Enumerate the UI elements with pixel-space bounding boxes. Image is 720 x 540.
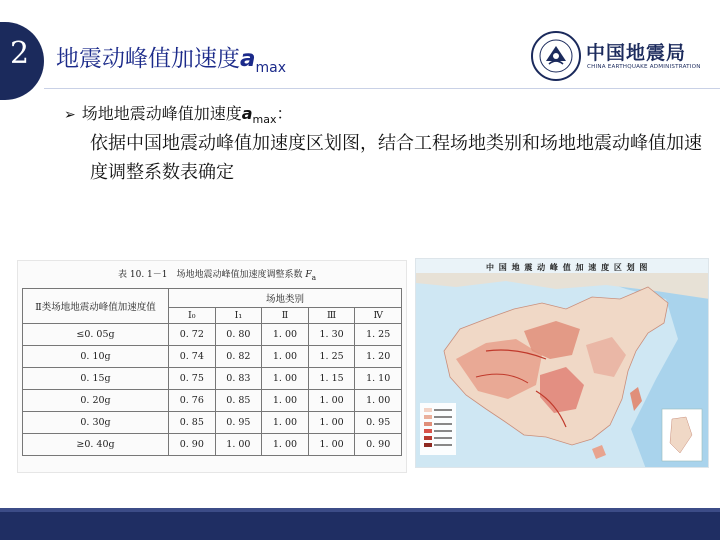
table-row-label: 0. 10g (23, 346, 169, 368)
table-cell: 1. 20 (355, 346, 402, 368)
table-caption (118, 267, 316, 282)
table-row-label: ≤0. 05g (23, 324, 169, 346)
table-cell: 0. 83 (215, 368, 262, 390)
table-cell: 0. 76 (169, 390, 216, 412)
table-caption-variable: F (305, 270, 312, 280)
table-row (23, 346, 402, 368)
table-cell: 0. 85 (169, 412, 216, 434)
bullet-colon: ： (276, 104, 293, 123)
table-caption-text: 表 10. 1－1 场地地震动峰值加速度调整系数 (118, 270, 306, 280)
table-cell: 0. 72 (169, 324, 216, 346)
table-cell: 1. 00 (262, 346, 309, 368)
table-cell: 0. 90 (355, 434, 402, 456)
slide-title-variable: a (240, 46, 256, 72)
table-cell: 1. 00 (308, 434, 355, 456)
table-row-label: 0. 30g (23, 412, 169, 434)
table-cell: 0. 85 (215, 390, 262, 412)
table-cell: 0. 95 (215, 412, 262, 434)
bullet-heading (64, 101, 293, 124)
table-cell: 1. 00 (355, 390, 402, 412)
table-row (23, 390, 402, 412)
table-cell: 1. 00 (262, 324, 309, 346)
table-caption-subscript: a (311, 272, 317, 282)
zoning-map-image (415, 258, 709, 468)
table-row-label: 0. 15g (23, 368, 169, 390)
table-row-label: ≥0. 40g (23, 434, 169, 456)
slide-title-text: 地震动峰值加速度 (56, 46, 240, 72)
table-cell: 1. 25 (308, 346, 355, 368)
table-cell: 1. 00 (262, 434, 309, 456)
table-col-header: Ⅰ₀ (169, 308, 216, 324)
table-row (23, 434, 402, 456)
table-col-header: Ⅱ (262, 308, 309, 324)
table-cell: 0. 80 (215, 324, 262, 346)
section-number-tab (0, 22, 44, 100)
adjustment-table-image (17, 260, 407, 473)
slide-title-subscript: max (255, 60, 287, 76)
table-row (23, 324, 402, 346)
slide-title (56, 40, 287, 76)
table-cell: 0. 74 (169, 346, 216, 368)
table-cell: 1. 00 (262, 412, 309, 434)
section-number: 2 (10, 36, 30, 71)
table-col-header: Ⅲ (308, 308, 355, 324)
table-cell: 0. 90 (169, 434, 216, 456)
table-cell: 1. 00 (308, 412, 355, 434)
cea-seal-icon (530, 30, 582, 82)
map-title: 中 国 地 震 动 峰 值 加 速 度 区 划 图 (486, 263, 649, 272)
china-map-graphic (416, 259, 709, 468)
table-cell: 1. 10 (355, 368, 402, 390)
table-cell: 0. 82 (215, 346, 262, 368)
table-group-header: 场地类别 (169, 289, 402, 308)
header-divider (44, 88, 720, 89)
bullet-text: 场地地震动峰值加速度 (81, 104, 242, 123)
cea-name-cn: 中国地震局 (586, 42, 687, 64)
table-cell: 1. 00 (262, 368, 309, 390)
table-row-label: 0. 20g (23, 390, 169, 412)
footer-band (0, 508, 720, 540)
adjustment-table (22, 288, 402, 456)
table-cell: 0. 95 (355, 412, 402, 434)
cea-logo (530, 30, 700, 82)
table-cell: 1. 30 (308, 324, 355, 346)
bullet-arrow-icon: ➢ (64, 107, 76, 123)
table-row (23, 412, 402, 434)
bullet-subscript: max (252, 113, 277, 126)
body-paragraph: 依据中国地震动峰值加速度区划图，结合工程场地类别和场地地震动峰值加速度调整系数表确定 (90, 133, 702, 183)
table-row-header: Ⅱ类场地地震动峰值加速度值 (23, 289, 169, 324)
table-cell: 1. 00 (215, 434, 262, 456)
table-cell: 1. 15 (308, 368, 355, 390)
cea-name-en: CHINA EARTHQUAKE ADMINISTRATION (587, 64, 701, 70)
bullet-variable: a (241, 104, 253, 123)
table-cell: 0. 75 (169, 368, 216, 390)
table-cell: 1. 00 (262, 390, 309, 412)
table-cell: 1. 00 (308, 390, 355, 412)
table-row (23, 368, 402, 390)
table-col-header: Ⅰ₁ (215, 308, 262, 324)
table-cell: 1. 25 (355, 324, 402, 346)
table-col-header: Ⅳ (355, 308, 402, 324)
